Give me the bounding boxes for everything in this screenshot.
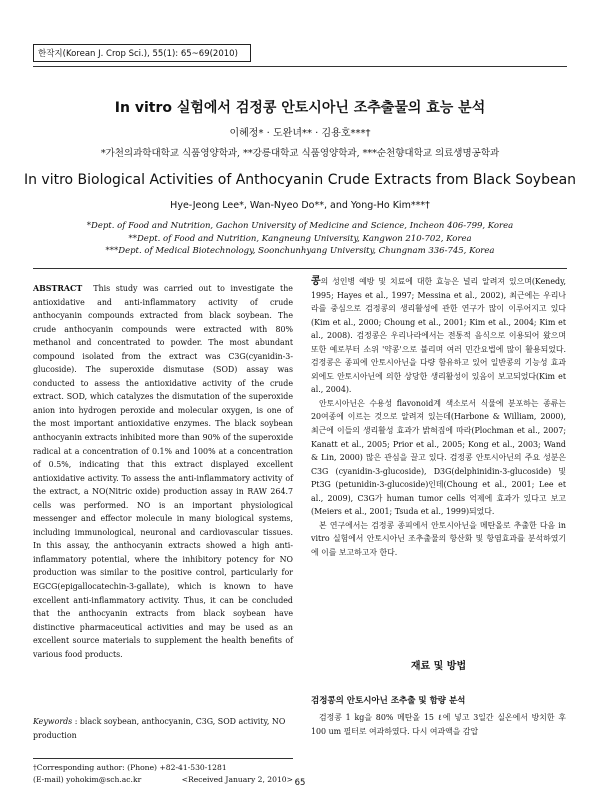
section-title: 재료 및 방법 [410, 661, 467, 672]
received-date: <Received January 2, 2010> [181, 775, 293, 784]
footnote-rule [33, 758, 293, 759]
author-email: (E-mail) yohokim@sch.ac.kr [33, 775, 142, 784]
intro-paragraph-3: 본 연구에서는 검정콩 종피에서 안토시아닌을 메탄올로 추출한 다음 in vitro 실험에서 안토시아닌 조추출물의 항산화 및 항염효과를 분석하였기에 이를 보고하고자 한다. [311, 520, 566, 557]
abstract [33, 282, 293, 661]
keywords [33, 715, 293, 742]
subsection-title: 검정콩의 안토시아닌 조추출 및 함량 분석 [311, 696, 466, 706]
english-authors: Hye-Jeong Lee*, Wan-Nyeo Do**, and Yong-Ho Kim***† [170, 200, 430, 211]
korean-affiliations: *가천의과학대학교 식품영양학과, **강릉대학교 식품영양학과, ***순천향대학교 의료생명공학과 [100, 148, 500, 159]
corresponding-author: †Corresponding author: (Phone) +82-41-530-1281 [33, 763, 227, 772]
abstract-top-rule [33, 268, 567, 269]
journal-citation: 한작지(Korean J. Crop Sci.), 55(1): 65~69(2010) [33, 44, 251, 62]
page-number: 65 [294, 778, 306, 788]
keywords-label: Keywords [33, 717, 73, 726]
abstract-text: This study was carried out to investigate the antioxidative and anti-inflammatory activity of crude anthocyanin compounds extracted from black soybean. The crude anthocyanin compounds were extracted with 80% methanol and concentrated to powder. The most abundant compound isolated from the extract was C3G(cyanidin-3-glucoside). The superoxide dismutase (SOD) assay was conducted to assess the antioxidative activity of the crude extract. SOD, which catalyzes the dismutation of the superoxide anion into hydrogen peroxide and molecular oxygen, is one of the most important antioxidative enzymes. The black soybean anthocyanin extracts inhibited more than 90% of the superoxide radical at a concentration of 0.1% and 100% at a concentration of 0.5%, indicating that this extract displayed excellent antioxidative activity. To assess the anti-inflammatory activity of the extract, a NO(Nitric oxide) production assay in RAW 264.7 cells was performed. NO is an important physiological messenger and effector molecule in many biological systems, including immunological, neuronal and cardiovascular tissues. In this assay, the anthocyanin extracts showed a high anti-inflammatory potential, where the inhibitory potency for NO production was similar to the positive control, particularly for EGCG(epigallocatechin-3-gallate), which is known to have excellent anti-inflammatory activity. Thus, it can be concluded that the anthocyanin extracts from black soybean have distinctive pharmaceutical activities and may be used as an excellent source materials to supplement the health benefits of various food products. [33, 284, 293, 659]
affiliation-line: ***Dept. of Medical Biotechnology, Soonchunhyang University, Chungnam 336-745, Korea [105, 246, 495, 256]
intro-paragraph-1: 의 성인병 예방 및 치료에 대한 효능은 널리 알려져 있으며(Kenedy, 1995; Hayes et al., 1997; Messina et al., 2002), 최근에는 우리나라를 중심으로 검정콩의 생리활성에 관한 연구가 많이 이루어지고 있다(Kim et al., 2000; Choung et al., 2001; Kim et al., 2004; Kim et al., 2008). 검정콩은 우리나라에서는 전통적 음식으로 이용되어 왔으며 또한 예로부터 소위 '약콩'으로 불리며 여러 민간요법에 많이 활용되었다. 검정콩은 종피에 안토시아닌을 다량 함유하고 있어 일반콩의 기능성 효과 외에도 안토시아닌에 의한 상당한 생리활성이 있음이 보고되었다(Kim et al., 2004). [311, 277, 566, 395]
method-text: 검정콩 1 kg을 80% 메탄올 15 ℓ에 넣고 3일간 실온에서 방치한 후 100 um 필터로 여과하였다. 다시 여과액을 감압 [311, 713, 566, 736]
english-affiliations [0, 220, 600, 258]
english-title: In vitro Biological Activities of Anthocyanin Crude Extracts from Black Soybean [23, 172, 577, 188]
header-rule [33, 66, 567, 67]
korean-title: In vitro 실험에서 검정콩 안토시아닌 조추출물의 효능 분석 [114, 100, 486, 116]
introduction [311, 275, 566, 559]
keywords-text: : black soybean, anthocyanin, C3G, SOD activity, NO production [33, 717, 286, 740]
intro-lead: 콩 [311, 276, 321, 287]
affiliation-line: *Dept. of Food and Nutrition, Gachon University of Medicine and Science, Incheon 406-799, Korea [86, 221, 514, 231]
korean-authors: 이혜정* · 도완녀** · 김용호***† [229, 128, 371, 139]
affiliation-line: **Dept. of Food and Nutrition, Kangneung University, Kangwon 210-702, Korea [128, 233, 472, 244]
intro-paragraph-2: 안토시아닌은 수용성 flavonoid계 색소로서 식물에 분포하는 종류는 20여종에 이르는 것으로 알려져 있는데(Harbone & William, 2000), 최근에 이들의 생리활성 효과가 밝혀짐에 따라(Plochman et al., 2007; Kanatt et al., 2005; Prior et al., 2005; Kong et al., 2003; Wand & Lin, 2000) 많은 관심을 끌고 있다. 검정콩 안토시아닌의 주요 성분은 C3G (cyanidin-3-glucoside), D3G(delphinidin-3-glucoside) 및 Pt3G (petunidin-3-glucoside)인데(Choung et al., 2001; Lee et al., 2009), C3G가 human tumor cells 억제에 효과가 있다고 보고(Meiers et al., 2001; Tsuda et al., 1999)되었다. [311, 398, 566, 517]
abstract-label: ABSTRACT [33, 284, 83, 293]
